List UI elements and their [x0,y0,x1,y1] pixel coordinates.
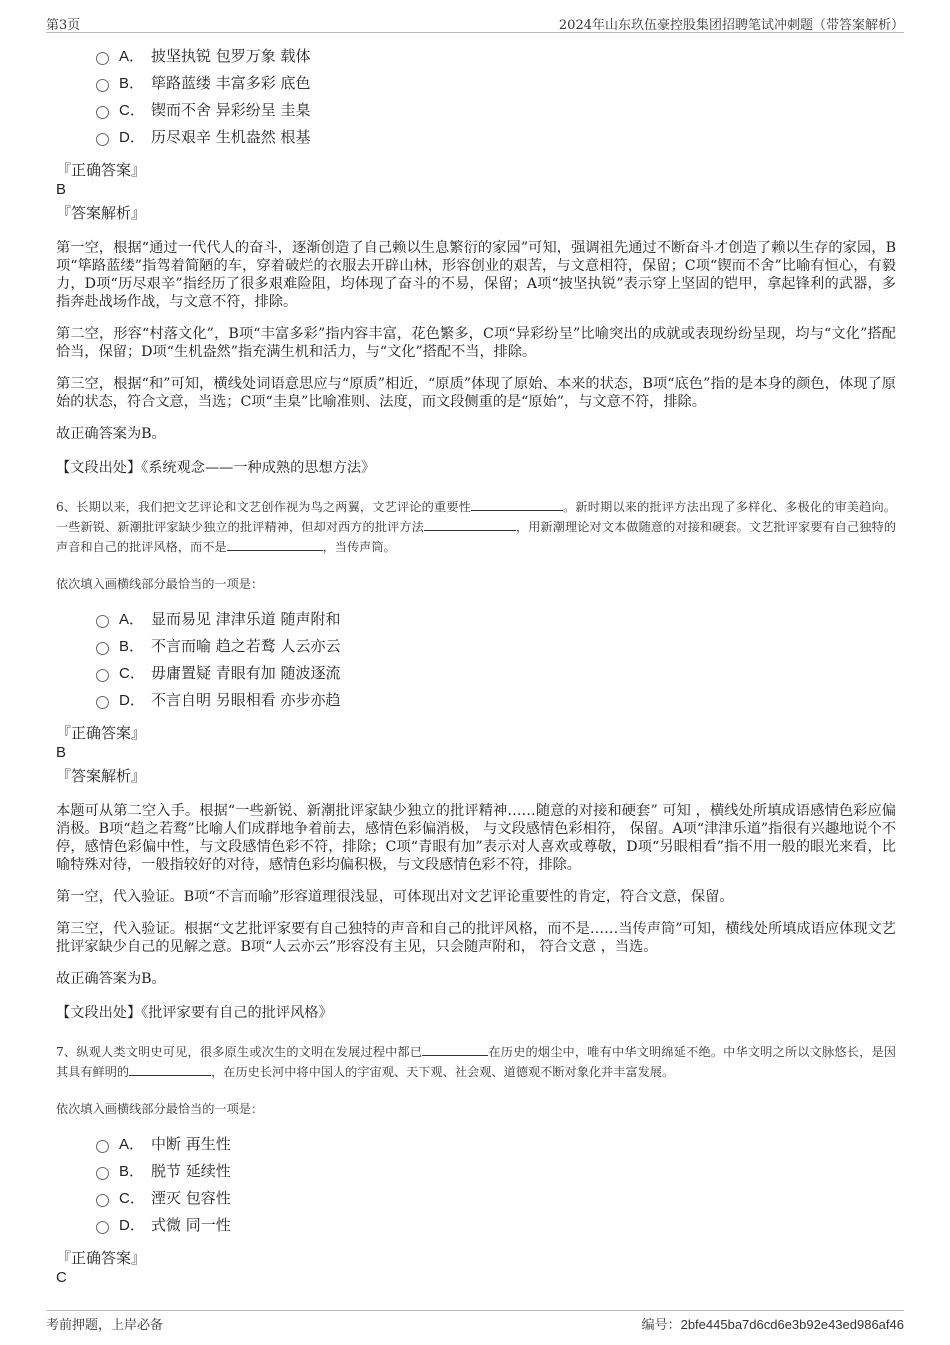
q7-answer-label: 『正确答案』 [56,1249,147,1267]
q5-option-a[interactable]: A． 披坚执锐 包罗万象 载体 [96,42,896,69]
page-number: 第3页 [46,18,81,33]
q5-option-c[interactable]: C． 锲而不舍 异彩纷呈 圭臬 [96,96,896,123]
q7-option-b[interactable]: B． 脱节 延续性 [96,1157,896,1184]
q7-answer: C [56,1269,67,1286]
q6-options [96,605,896,713]
page-footer [46,1310,904,1331]
q5-option-b[interactable]: B． 筚路蓝缕 丰富多彩 底色 [96,69,896,96]
q7-option-c[interactable]: C． 湮灭 包容性 [96,1184,896,1211]
q5-options [96,42,896,150]
q5-analysis-paragraph: 第一空，根据“通过一代代人的奋斗，逐渐创造了自己赖以生息繁衍的家园”可知，强调祖先通过不断奋斗才创造了赖以生存的家园，B项“筚路蓝缕”指驾着简陋的车，穿着破烂的衣服去开辟山林，形容创业的艰苦，与文意相符，保留；C项“锲而不舍”比喻有恒心，有毅力，D项“历尽艰辛”指经历了很多艰难险阻，均体现了奋斗的不易，保留；A项“披坚执锐”表示穿上坚固的铠甲，拿起锋利的武器，多指奔赴战场作战，与文意不符，排除。 [56,240,896,310]
q6-answer: B [56,744,67,761]
footer-code-label: 编号： [641,1318,681,1333]
radio-icon[interactable] [96,1194,109,1207]
q7-blank-2 [129,1062,211,1076]
q5-analysis-paragraph: 第三空，根据“和”可知，横线处词语意思应与“原质”相近，“原质”体现了原始、本来的状态，B项“底色”指的是本身的颜色，体现了原始的状态，符合文意，当选；C项“圭臬”比喻准则、法度，而文段侧重的是“原始”，与文意不符，排除。 [56,376,896,410]
radio-icon[interactable] [96,1140,109,1153]
q5-analysis-label: 『答案解析』 [56,204,147,222]
q6-analysis-paragraph: 第三空，代入验证。根据“文艺批评家要有自己独特的声音和自己的批评风格，而不是……当传声筒”可知，横线处所填成语应体现文艺批评家缺少自己的见解之意。B项“人云亦云”形容没有主见，只会随声附和， 符合文意 ，当选。 [56,921,896,955]
q6-option-c[interactable]: C． 毋庸置疑 青眼有加 随波逐流 [96,659,896,686]
page-content [56,42,896,1287]
radio-icon[interactable] [96,79,109,92]
q7-options [96,1130,896,1238]
radio-icon[interactable] [96,615,109,628]
q7-stem: 7、纵观人类文明史可见，很多原生或次生的文明在发展过程中都已 在历史的烟尘中，唯有中华文明绵延不绝。中华文明之所以文脉悠长，是因其具有鲜明的 ，在历史长河中将中国人的宇宙观、天下观、社会观、道德观不断对象化并丰富发展。 [56,1042,896,1082]
q6-option-d[interactable]: D． 不言自明 另眼相看 亦步亦趋 [96,686,896,713]
q6-instruction: 依次填入画横线部分最恰当的一项是： [56,577,264,591]
radio-icon[interactable] [96,1167,109,1180]
page-header [46,12,904,33]
q7-instruction: 依次填入画横线部分最恰当的一项是： [56,1102,264,1116]
q6-blank-2 [424,517,516,531]
radio-icon[interactable] [96,669,109,682]
document-title: 2024年山东玖伍豪控股集团招聘笔试冲刺题（带答案解析） [558,18,904,33]
q7-option-d[interactable]: D． 式微 同一性 [96,1211,896,1238]
radio-icon[interactable] [96,133,109,146]
q5-option-d[interactable]: D． 历尽艰辛 生机盎然 根基 [96,123,896,150]
q6-blank-1 [471,497,563,511]
q5-conclusion: 故正确答案为B。 [56,426,166,442]
q6-source: 【文段出处】《批评家要有自己的批评风格》 [56,1005,333,1021]
q6-option-a[interactable]: A． 显而易见 津津乐道 随声附和 [96,605,896,632]
q5-source: 【文段出处】《系统观念——一种成熟的思想方法》 [56,460,376,476]
q5-answer: B [56,181,67,198]
radio-icon[interactable] [96,106,109,119]
footer-code [642,1314,904,1333]
q6-answer-label: 『正确答案』 [56,724,147,742]
q6-option-b[interactable]: B． 不言而喻 趋之若鹜 人云亦云 [96,632,896,659]
footer-slogan: 考前押题，上岸必备 [46,1318,164,1333]
radio-icon[interactable] [96,1221,109,1234]
radio-icon[interactable] [96,696,109,709]
q6-analysis-paragraph: 第一空，代入验证。B项“不言而喻”形容道理很浅显，可体现出对文艺评论重要性的肯定，符合文意，保留。 [56,889,734,905]
radio-icon[interactable] [96,642,109,655]
q6-stem: 6、长期以来，我们把文艺评论和文艺创作视为鸟之两翼，文艺评论的重要性 。新时期以来的批评方法出现了多样化、多极化的审美趋向。一些新锐、新潮批评家缺少独立的批评精神，但却对西方的批评方法 ，用新潮理论对文本做随意的对接和硬套。文艺批评家要有自己独特的声音和自己的批评风格，而不是 ，当传声筒。 [56,497,896,557]
q5-analysis-paragraph: 第二空，形容“村落文化”，B项“丰富多彩”指内容丰富，花色繁多，C项“异彩纷呈”比喻突出的成就或表现纷纷呈现，均与“文化”搭配恰当，保留；D项“生机盎然”指充满生机和活力，与“文化”搭配不当，排除。 [56,326,896,360]
q6-conclusion: 故正确答案为B。 [56,971,166,987]
q5-answer-label: 『正确答案』 [56,161,147,179]
q6-analysis-label: 『答案解析』 [56,767,147,785]
q7-option-a[interactable]: A． 中断 再生性 [96,1130,896,1157]
footer-code-value: 2bfe445ba7d6cd6e3b92e43ed986af46 [680,1317,904,1332]
q6-analysis-paragraph: 本题可从第二空入手。根据“一些新锐、新潮批评家缺少独立的批评精神……随意的对接和硬套” 可知 ，横线处所填成语感情色彩应偏消极。B项“趋之若鹜”比喻人们成群地争着前去，感情色彩偏消极， 与文段感情色彩相符， 保留。A项“津津乐道”指很有兴趣地说个不停，感情色彩偏中性，与文段感情色彩不符，排除；C项“青眼有加”表示对人喜欢或尊敬，D项“另眼相看”指不用一般的眼光来看，比喻特殊对待，一般指较好的对待，感情色彩均偏积极，与文段感情色彩不符，排除。 [56,803,896,873]
radio-icon[interactable] [96,52,109,65]
q6-blank-3 [227,537,323,551]
q7-blank-1 [422,1042,488,1056]
